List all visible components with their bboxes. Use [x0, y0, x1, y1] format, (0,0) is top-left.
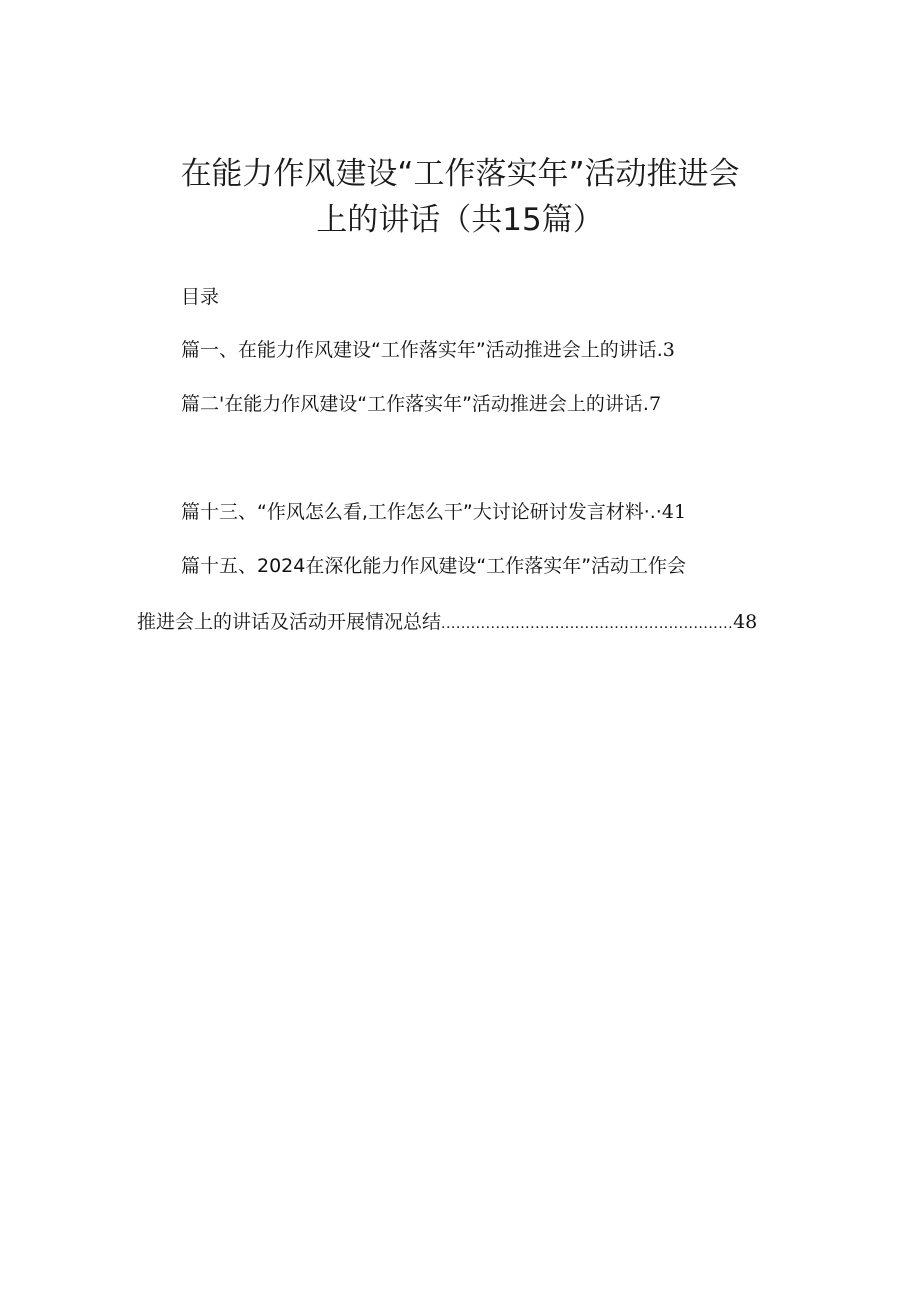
toc-entry-text: 推进会上的讲话及活动开展情况总结 [137, 611, 442, 633]
toc-entry-1[interactable] [181, 335, 675, 362]
toc-entry-15-line-2[interactable] [137, 607, 757, 634]
toc-leader-dots: ........................................................... [441, 616, 734, 632]
toc-entry-2[interactable] [181, 389, 661, 416]
toc-entry-13[interactable] [181, 497, 686, 524]
toc-heading: 目录 [181, 286, 220, 308]
toc-entry-text: 篇十五、2024在深化能力作风建设“工作落实年”活动工作会 [181, 555, 687, 577]
toc-entry-page: 48 [733, 611, 758, 633]
toc-entry-page: 41 [661, 501, 687, 523]
toc-entry-text: 篇二'在能力作风建设“工作落实年”活动推进会上的讲话. [181, 393, 649, 415]
toc-entry-page: 3 [662, 339, 675, 361]
toc-entry-text: 篇十三、“作风怎么看,工作怎么干”大讨论研讨发言材料·.· [181, 501, 662, 523]
toc-entry-page: 7 [648, 393, 662, 415]
toc-entry-15-line-1[interactable] [181, 551, 686, 578]
document-title-line-1: 在能力作风建设“工作落实年”活动推进会 [180, 156, 740, 192]
document-title-line-2: 上的讲话（共15篇） [316, 202, 604, 238]
toc-entry-text: 篇一、在能力作风建设“工作落实年”活动推进会上的讲话. [181, 339, 663, 361]
